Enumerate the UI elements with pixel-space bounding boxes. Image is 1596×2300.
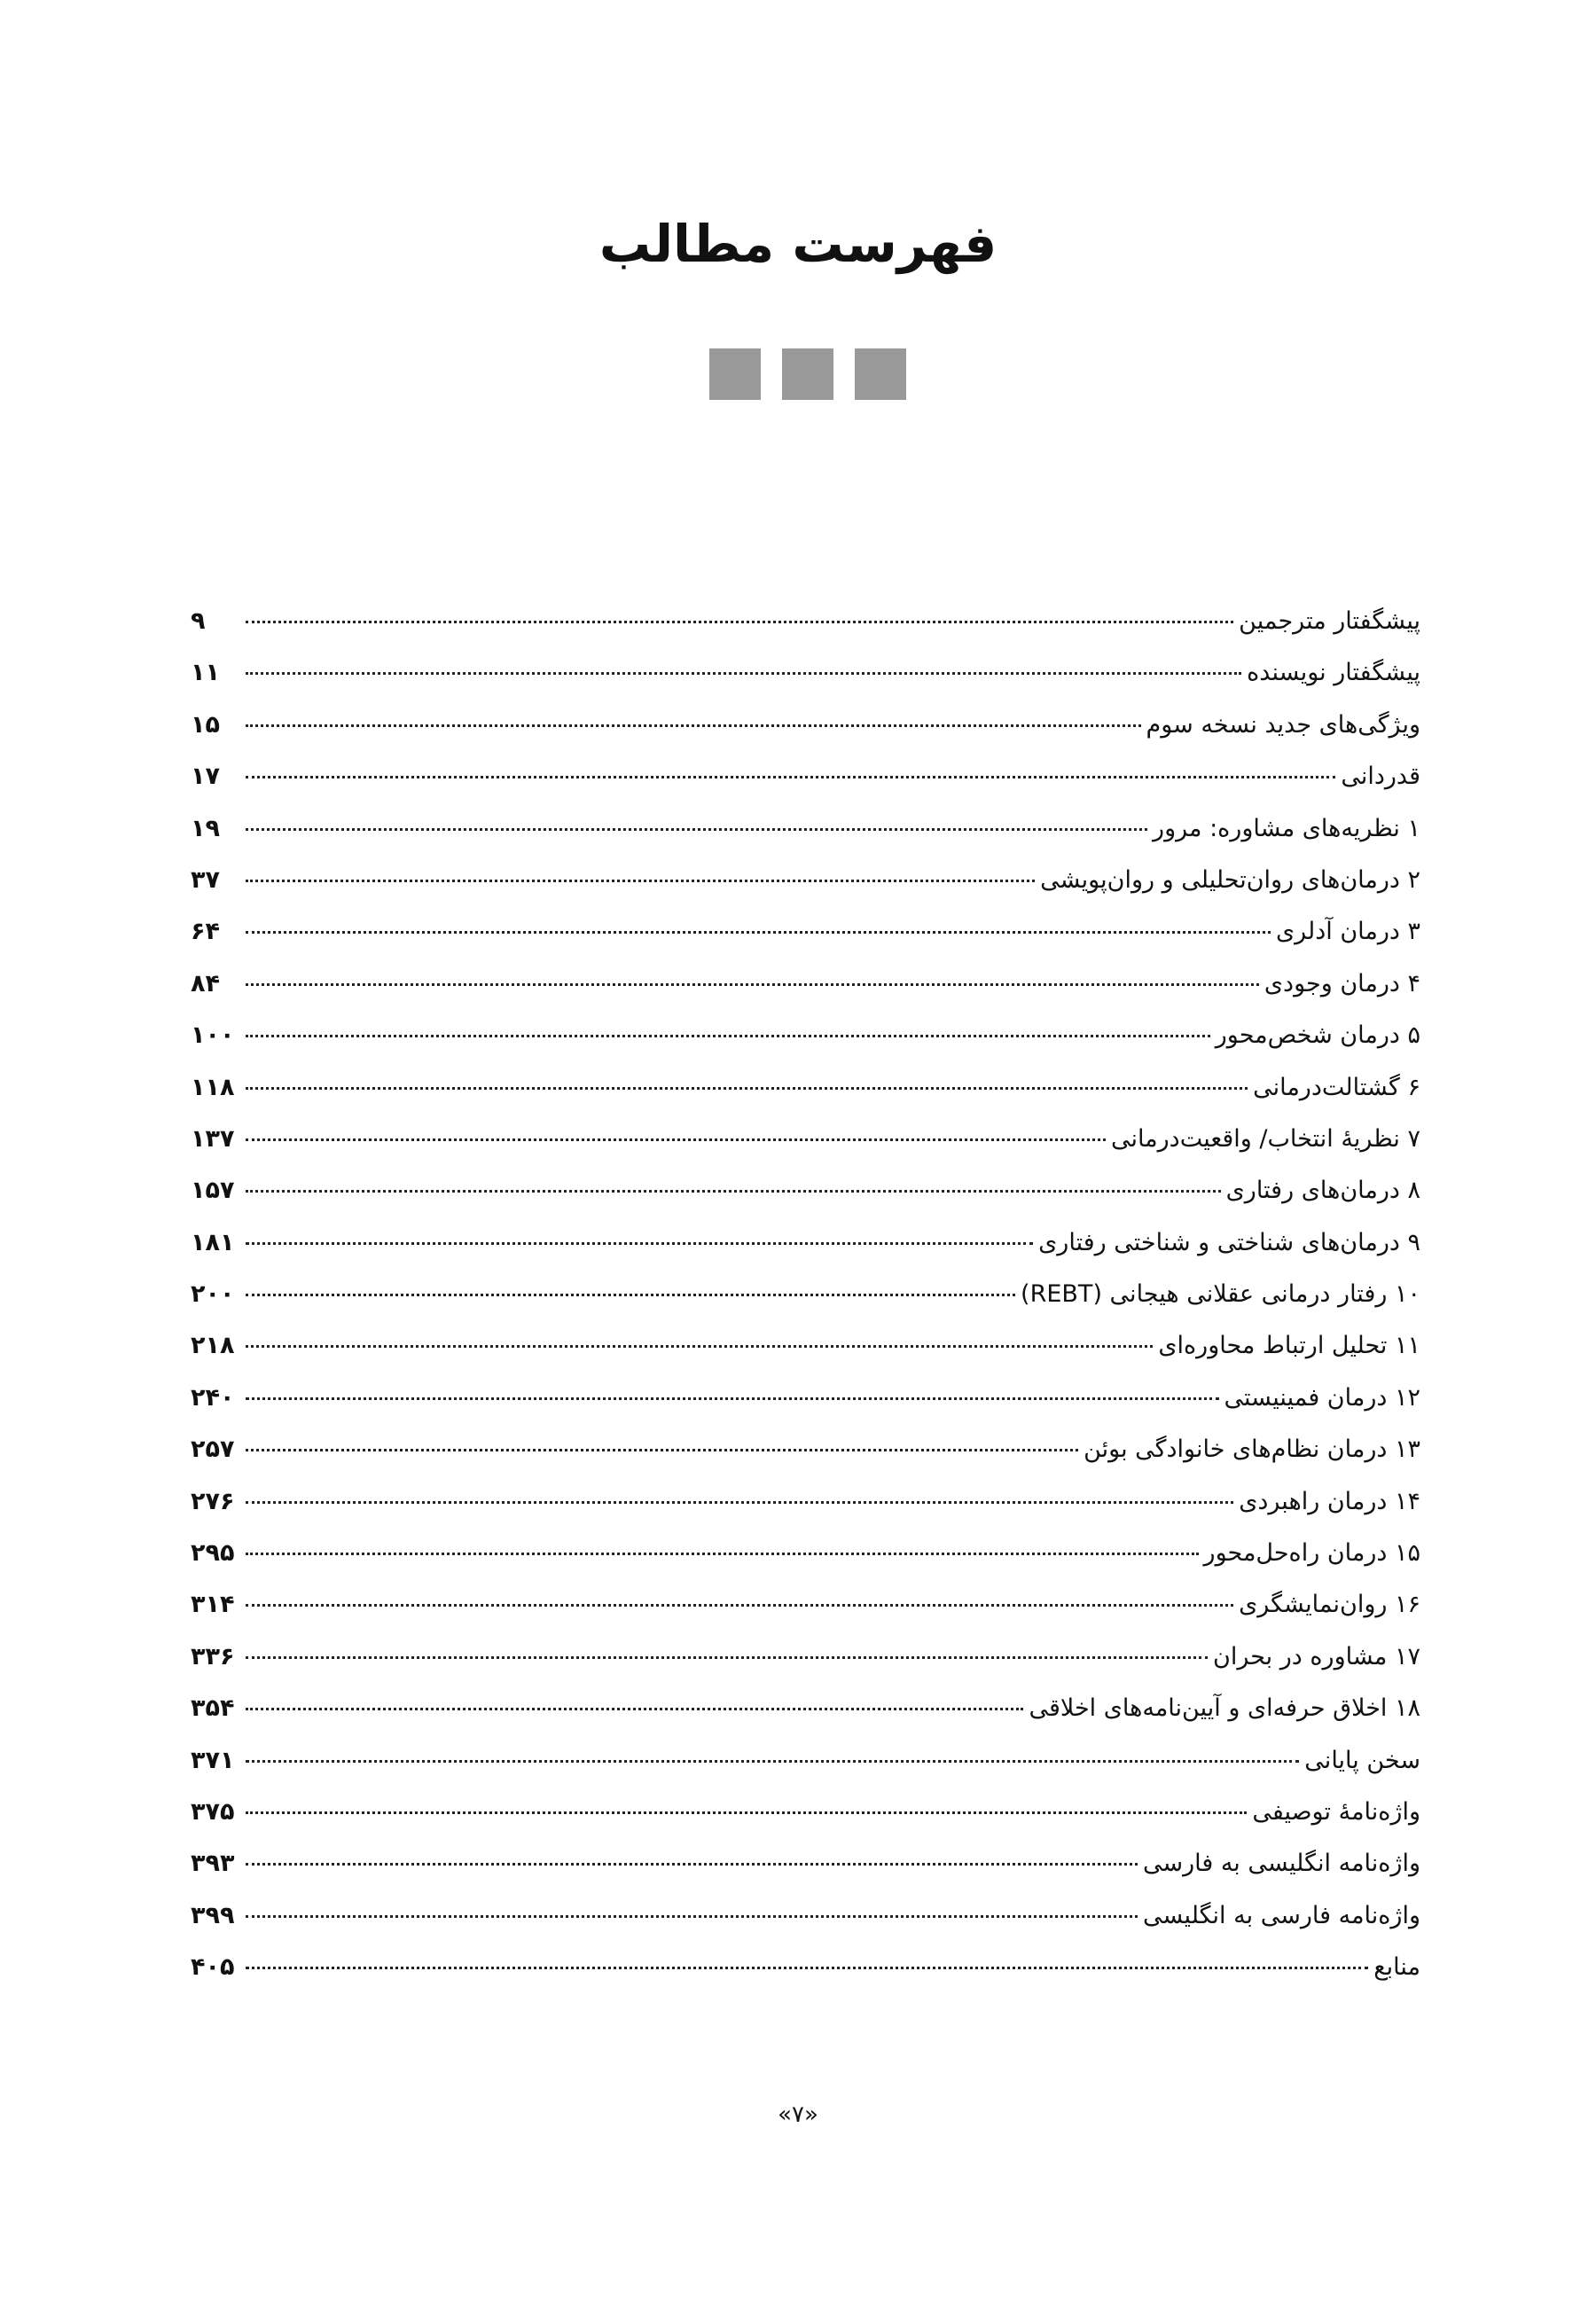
toc-entry-title: ۱۸ اخلاق حرفه‌ای و آیین‌نامه‌های اخلاقی [1029, 1694, 1420, 1723]
toc-entry-title: ۱۶ روان‌نمایشگری [1239, 1591, 1420, 1619]
toc-entry-title: ۱۳ درمان نظام‌های خانوادگی بوئن [1084, 1436, 1420, 1464]
toc-entry [191, 1579, 1420, 1631]
toc-entry-title: پیشگفتار نویسنده [1247, 659, 1420, 687]
toc-entry [191, 1165, 1420, 1216]
toc-dot-leader [246, 1397, 1219, 1400]
toc-entry-page: ۲۴۰ [191, 1383, 235, 1412]
toc-dot-leader [246, 1190, 1221, 1193]
toc-entry [191, 1320, 1420, 1372]
toc-dot-leader [246, 931, 1271, 934]
toc-entry [191, 1373, 1420, 1424]
toc-entry-title: ۱۷ مشاوره در بحران [1213, 1642, 1420, 1670]
toc-dot-leader [246, 1449, 1078, 1451]
toc-entry-page: ۲۹۵ [191, 1539, 235, 1568]
toc-entry-title: ۵ درمان شخص‌محور [1215, 1021, 1420, 1050]
toc-entry [191, 1114, 1420, 1165]
toc-entry-page: ۳۹۳ [191, 1850, 235, 1878]
toc-entry-title: منابع [1373, 1953, 1420, 1982]
toc-entry [191, 1528, 1420, 1579]
toc-dot-leader [246, 1708, 1023, 1710]
toc-entry-title: ۱۲ درمان فمینیستی [1224, 1383, 1420, 1412]
toc-entry [191, 647, 1420, 699]
toc-dot-leader [246, 724, 1141, 727]
toc-dot-leader [246, 1760, 1299, 1763]
toc-entry-title: قدردانی [1341, 763, 1420, 791]
toc-entry-page: ۲۱۸ [191, 1332, 235, 1360]
toc-dot-leader [246, 828, 1147, 831]
toc-dot-leader [246, 1656, 1208, 1659]
toc-entry-title: ویژگی‌های جدید نسخه سوم [1146, 710, 1420, 739]
toc-entry-page: ۱۳۷ [191, 1124, 235, 1153]
toc-dot-leader [246, 672, 1241, 675]
toc-dot-leader [246, 1035, 1210, 1037]
toc-entry-title: پیشگفتار مترجمین [1239, 607, 1420, 635]
toc-dot-leader [246, 1811, 1247, 1814]
toc-entry-title: ۶ گشتالت‌درمانی [1253, 1073, 1420, 1101]
toc-dot-leader [246, 1242, 1033, 1245]
toc-entry-page: ۱۸۱ [191, 1228, 235, 1256]
toc-dot-leader [246, 983, 1259, 986]
toc-entry [191, 1735, 1420, 1787]
toc-entry-page: ۳۷۱ [191, 1746, 235, 1774]
toc-entry [191, 1631, 1420, 1683]
toc-entry-page: ۱۵۷ [191, 1177, 235, 1205]
toc-dot-leader [246, 1604, 1233, 1607]
toc-entry-title: واژه‌نامه فارسی به انگلیسی [1142, 1901, 1420, 1929]
toc-dot-leader [246, 1863, 1138, 1866]
toc-entry-page: ۱۹ [191, 814, 220, 842]
toc-entry [191, 855, 1420, 906]
toc-entry [191, 1890, 1420, 1942]
toc-entry-page: ۸۴ [191, 969, 220, 997]
toc-entry-page: ۳۷۵ [191, 1797, 235, 1826]
toc-entry-title: ۴ درمان وجودی [1264, 969, 1420, 997]
table-of-contents [191, 596, 1420, 1994]
toc-dot-leader [246, 1967, 1368, 1969]
toc-entry [191, 958, 1420, 1010]
toc-entry [191, 1010, 1420, 1061]
toc-entry-title: ۸ درمان‌های رفتاری [1225, 1177, 1420, 1205]
toc-entry-page: ۲۰۰ [191, 1280, 235, 1309]
toc-dot-leader [246, 1915, 1138, 1918]
toc-entry-page: ۳۷ [191, 865, 220, 894]
toc-entry-page: ۳۱۴ [191, 1591, 235, 1619]
toc-entry [191, 1838, 1420, 1889]
toc-entry [191, 803, 1420, 855]
toc-entry [191, 596, 1420, 647]
toc-entry-title: واژه‌نامه انگلیسی به فارسی [1142, 1850, 1420, 1878]
toc-entry-page: ۲۵۷ [191, 1436, 235, 1464]
toc-entry-page: ۱۰۰ [191, 1021, 235, 1050]
toc-entry-page: ۹ [191, 607, 206, 635]
page-title: فهرست مطالب [598, 214, 998, 274]
toc-entry-title: ۱ نظریه‌های مشاوره: مرور [1153, 814, 1420, 842]
toc-entry-page: ۴۰۵ [191, 1953, 235, 1982]
toc-entry-page: ۳۳۶ [191, 1642, 235, 1670]
toc-entry [191, 1787, 1420, 1838]
toc-entry [191, 906, 1420, 958]
toc-dot-leader [246, 1087, 1248, 1090]
toc-dot-leader [246, 880, 1035, 882]
toc-entry-page: ۱۱۸ [191, 1073, 235, 1101]
toc-dot-leader [246, 1294, 1015, 1296]
toc-entry-page: ۳۹۹ [191, 1901, 235, 1929]
toc-entry [191, 1269, 1420, 1320]
toc-entry-page: ۶۴ [191, 918, 220, 946]
toc-entry-title: ۱۵ درمان راه‌حل‌محور [1203, 1539, 1420, 1568]
toc-entry-title: ۱۱ تحلیل ارتباط محاوره‌ای [1158, 1332, 1420, 1360]
toc-entry [191, 1424, 1420, 1475]
toc-entry [191, 751, 1420, 802]
toc-dot-leader [246, 1138, 1106, 1141]
ornament-square-icon [709, 348, 761, 400]
toc-entry-title: ۹ درمان‌های شناختی و شناختی رفتاری [1038, 1228, 1420, 1256]
toc-entry-page: ۲۷۶ [191, 1487, 235, 1515]
page-number: «۷» [778, 2101, 818, 2128]
toc-entry-title: ۱۴ درمان راهبردی [1239, 1487, 1420, 1515]
toc-dot-leader [246, 621, 1233, 623]
toc-entry [191, 1217, 1420, 1269]
toc-entry-page: ۱۷ [191, 763, 220, 791]
toc-entry-page: ۱۵ [191, 710, 220, 739]
toc-entry-title: ۷ نظریهٔ انتخاب/ واقعیت‌درمانی [1110, 1124, 1420, 1153]
toc-dot-leader [246, 1553, 1199, 1555]
toc-entry-page: ۳۵۴ [191, 1694, 235, 1723]
toc-entry [191, 1476, 1420, 1528]
toc-entry-title: ۱۰ رفتار درمانی عقلانی هیجانی (REBT) [1021, 1280, 1420, 1309]
toc-entry [191, 700, 1420, 751]
toc-dot-leader [246, 1501, 1233, 1504]
ornament-square-icon [855, 348, 906, 400]
ornament-square-icon [782, 348, 833, 400]
toc-entry [191, 1942, 1420, 1993]
toc-entry-title: سخن پایانی [1304, 1746, 1420, 1774]
toc-entry [191, 1062, 1420, 1114]
toc-dot-leader [246, 1345, 1153, 1348]
toc-dot-leader [246, 776, 1335, 778]
toc-entry-title: واژه‌نامهٔ توصیفی [1252, 1797, 1420, 1826]
toc-entry [191, 1683, 1420, 1734]
toc-entry-page: ۱۱ [191, 659, 220, 687]
title-ornament [709, 348, 906, 400]
toc-entry-title: ۳ درمان آدلری [1275, 918, 1420, 946]
toc-entry-title: ۲ درمان‌های روان‌تحلیلی و روان‌پویشی [1040, 865, 1420, 894]
